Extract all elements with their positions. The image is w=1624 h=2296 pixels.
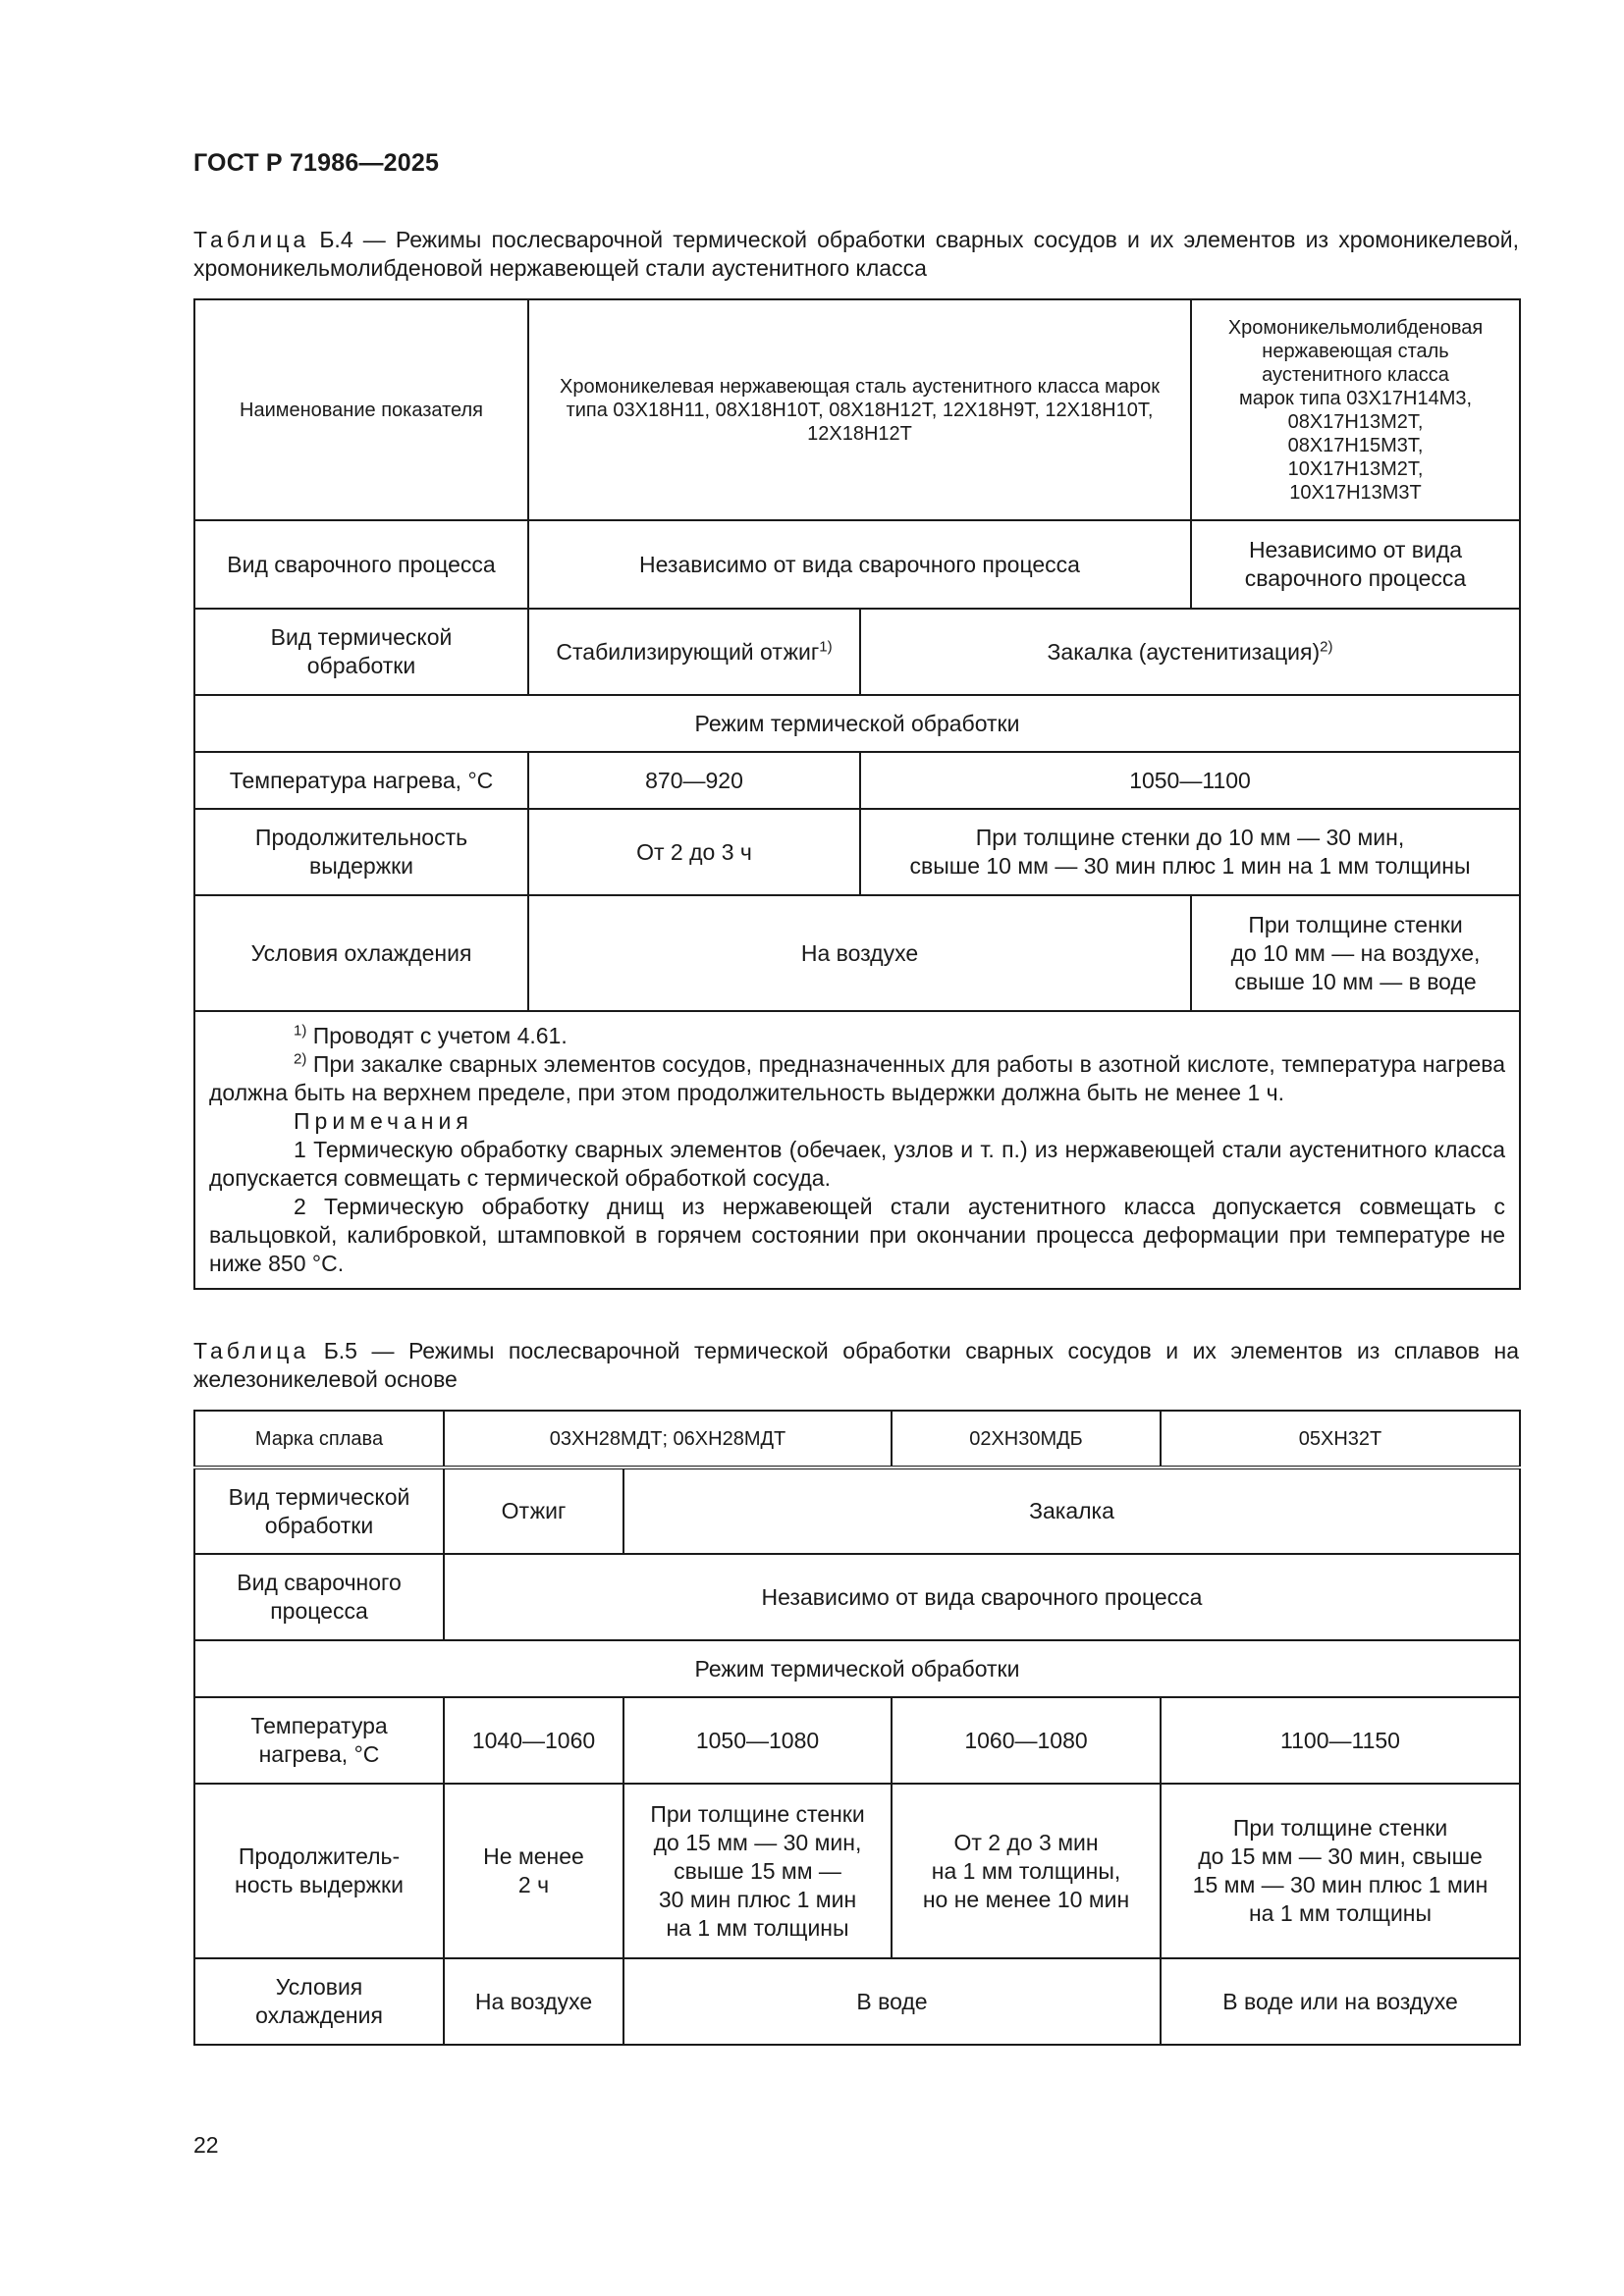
table-row [194, 1554, 1520, 1640]
table-row [194, 609, 1520, 695]
table-row [194, 752, 1520, 809]
b4-heat-col2 [860, 609, 1520, 695]
notes-title: Примечания [294, 1108, 473, 1134]
b5-temp-c: 1060—1080 [892, 1697, 1161, 1784]
cell-line: нагрева, °С [258, 1741, 380, 1767]
table-row [194, 1697, 1520, 1784]
b5-temp-d: 1100—1150 [1161, 1697, 1520, 1784]
cell-line: Вид сварочного [237, 1570, 402, 1595]
footnote-marker: 2) [294, 1050, 307, 1068]
cell-line: При толщине стенки [1232, 1815, 1448, 1841]
footnote-1 [209, 1022, 1505, 1050]
cell-text: Закалка (аустенитизация) [1047, 638, 1321, 665]
b4-head-line: 08Х17Н15М3Т, [1287, 434, 1424, 456]
b4-weld-col1: Независимо от вида сварочного процесса [528, 520, 1191, 609]
cell-line: 2 ч [517, 1872, 550, 1897]
b5-cool-b: В воде [623, 1958, 1161, 2045]
b4-head-chromonickelmolybdenum [1191, 299, 1520, 520]
b4-cool-col1: На воздухе [528, 895, 1191, 1011]
table-b5-caption-prefix: Таблица [193, 1338, 310, 1363]
b5-heat-label [194, 1468, 444, 1554]
b4-head-line: нержавеющая сталь [1262, 340, 1449, 362]
cell-text: Стабилизирующий отжиг [556, 638, 820, 665]
table-b5 [193, 1410, 1521, 2046]
b5-hold-b [623, 1784, 892, 1958]
b4-mode-row: Режим термической обработки [194, 695, 1520, 752]
cell-line: При толщине стенки [1248, 911, 1463, 937]
cell-line: до 15 мм — 30 мин, [653, 1829, 862, 1855]
b4-head-line: аустенитного класса [1262, 363, 1449, 386]
table-b5-caption [193, 1337, 1519, 1394]
b5-head-label: Марка сплава [194, 1411, 444, 1468]
cell-line: Температура [250, 1713, 388, 1738]
b5-cool-a: На воздухе [444, 1958, 623, 2045]
b5-mode-row: Режим термической обработки [194, 1640, 1520, 1697]
table-b4 [193, 298, 1521, 1290]
cell-line: свыше 10 мм — 30 мин плюс 1 мин на 1 мм толщины [909, 853, 1471, 879]
table-b4-caption [193, 226, 1519, 283]
cell-line: свыше 10 мм — в воде [1234, 968, 1477, 994]
b4-cool-label: Условия охлаждения [194, 895, 528, 1011]
footnote-text: Проводят с учетом 4.61. [306, 1023, 568, 1048]
cell-line: охлаждения [255, 2002, 383, 2028]
cell-line: ность выдержки [235, 1872, 404, 1897]
cell-line: При толщине стенки [650, 1800, 865, 1827]
table-row [194, 1411, 1520, 1468]
table-row [194, 1640, 1520, 1697]
b5-head-col3: 05ХН32Т [1161, 1411, 1520, 1468]
cell-line: но не менее 10 мин [922, 1886, 1130, 1912]
footnote-text: При закалке сварных элементов сосудов, предназначенных для работы в азотной кислоте, температура нагрева должна быть на верхнем пределе, при этом продолжительность выдержки должна быть не менее 1 ч. [209, 1051, 1506, 1105]
cell-line: процесса [270, 1598, 368, 1624]
cell-line: 15 мм — 30 мин плюс 1 мин [1192, 1872, 1489, 1897]
cell-line: От 2 до 3 мин [953, 1829, 1099, 1855]
cell-line: на 1 мм толщины [666, 1914, 849, 1941]
b4-head-line: 10Х17Н13М3Т [1289, 481, 1422, 504]
cell-line: свыше 15 мм — [674, 1857, 841, 1884]
cell-line: сварочного процесса [1244, 565, 1467, 591]
cell-line: выдержки [308, 853, 414, 879]
b4-head-chromonickel: Хромоникелевая нержавеющая сталь аустенитного класса марок типа 03Х18Н11, 08Х18Н10Т, 08Х18Н12Т, 12Х18Н9Т, 12Х18Н10Т, 12Х18Н12Т [528, 299, 1191, 520]
b5-heat-annealing: Отжиг [444, 1468, 623, 1554]
cell-line: на 1 мм толщины [1248, 1900, 1433, 1926]
cell-line: Условия [275, 1974, 363, 2000]
table-row [194, 1468, 1520, 1554]
footnote-2 [209, 1050, 1505, 1107]
b5-temp-a: 1040—1060 [444, 1697, 623, 1784]
table-row [194, 1011, 1520, 1289]
footnote-marker: 1) [294, 1022, 307, 1040]
cell-line: до 10 мм — на воздухе, [1230, 939, 1481, 966]
b5-hold-label [194, 1784, 444, 1958]
b4-hold-col2 [860, 809, 1520, 895]
b4-notes [194, 1011, 1520, 1289]
b5-head-col1: 03ХН28МДТ; 06ХН28МДТ [444, 1411, 892, 1468]
document-number: ГОСТ Р 71986—2025 [193, 149, 440, 177]
cell-line: обработки [306, 653, 416, 678]
table-row [194, 895, 1520, 1011]
b5-weld-value: Независимо от вида сварочного процесса [444, 1554, 1520, 1640]
b5-head-col2: 02ХН30МДБ [892, 1411, 1161, 1468]
cell-line: Вид термической [228, 1483, 410, 1510]
table-row [194, 1958, 1520, 2045]
table-b4-caption-prefix: Таблица [193, 227, 310, 252]
b4-heat-col1 [528, 609, 860, 695]
table-row [194, 299, 1520, 520]
cell-line: Продолжитель- [238, 1843, 401, 1869]
note-1: 1 Термическую обработку сварных элементов (обечаек, узлов и т. п.) из нержавеющей стали аустенитного класса допускается совмещать с термической обработкой сосуда. [209, 1137, 1506, 1191]
page-number: 22 [193, 2132, 219, 2158]
b4-weld-label: Вид сварочного процесса [194, 520, 528, 609]
table-b4-caption-text: Б.4 — Режимы послесварочной термической обработки сварных сосудов и их элементов из хромоникелевой, хромоникельмолибденовой нержавеющей стали аустенитного класса [193, 227, 1519, 281]
b4-head-line: 10Х17Н13М2Т, [1287, 457, 1424, 480]
cell-line: Вид термической [270, 624, 453, 650]
b4-head-line: марок типа 03Х17Н14М3, [1238, 387, 1473, 409]
cell-line: Не менее [483, 1843, 584, 1869]
cell-line: Независимо от вида [1248, 537, 1463, 562]
b4-heat-label [194, 609, 528, 695]
b4-temp-col1: 870—920 [528, 752, 860, 809]
b4-weld-col2 [1191, 520, 1520, 609]
cell-line: 30 мин плюс 1 мин [658, 1886, 857, 1912]
table-row [194, 1784, 1520, 1958]
b5-weld-label [194, 1554, 444, 1640]
b5-heat-quenching: Закалка [623, 1468, 1520, 1554]
b5-temp-label [194, 1697, 444, 1784]
b4-head-line: 08Х17Н13М2Т, [1287, 410, 1424, 433]
b5-hold-d [1161, 1784, 1520, 1958]
table-row [194, 520, 1520, 609]
b5-hold-a [444, 1784, 623, 1958]
table-b5-caption-text: Б.5 — Режимы послесварочной термической обработки сварных сосудов и их элементов из сплавов на железоникелевой основе [193, 1338, 1519, 1392]
note-2: 2 Термическую обработку днищ из нержавеющей стали аустенитного класса допускается совмещать с вальцовкой, калибровкой, штамповкой в горячем состоянии при окончании процесса деформации при температуре не ниже 850 °С. [209, 1194, 1506, 1276]
table-row [194, 809, 1520, 895]
b4-head-line: Хромоникельмолибденовая [1227, 316, 1484, 339]
footnote-ref: 1) [819, 637, 833, 655]
cell-line: до 15 мм — 30 мин, свыше [1198, 1843, 1483, 1869]
table-row [194, 695, 1520, 752]
cell-line: на 1 мм толщины, [931, 1857, 1121, 1884]
cell-line: обработки [264, 1512, 374, 1538]
b4-temp-label: Температура нагрева, °С [194, 752, 528, 809]
footnote-ref: 2) [1320, 637, 1333, 655]
b4-hold-label [194, 809, 528, 895]
b4-temp-col2: 1050—1100 [860, 752, 1520, 809]
cell-line: Продолжительность [254, 825, 468, 850]
cell-line: При толщине стенки до 10 мм — 30 мин, [975, 825, 1405, 850]
b5-temp-b: 1050—1080 [623, 1697, 892, 1784]
b4-hold-col1: От 2 до 3 ч [528, 809, 860, 895]
b5-cool-label [194, 1958, 444, 2045]
b5-cool-d: В воде или на воздухе [1161, 1958, 1520, 2045]
b4-cool-col2 [1191, 895, 1520, 1011]
b5-hold-c [892, 1784, 1161, 1958]
b4-head-label: Наименование показателя [194, 299, 528, 520]
